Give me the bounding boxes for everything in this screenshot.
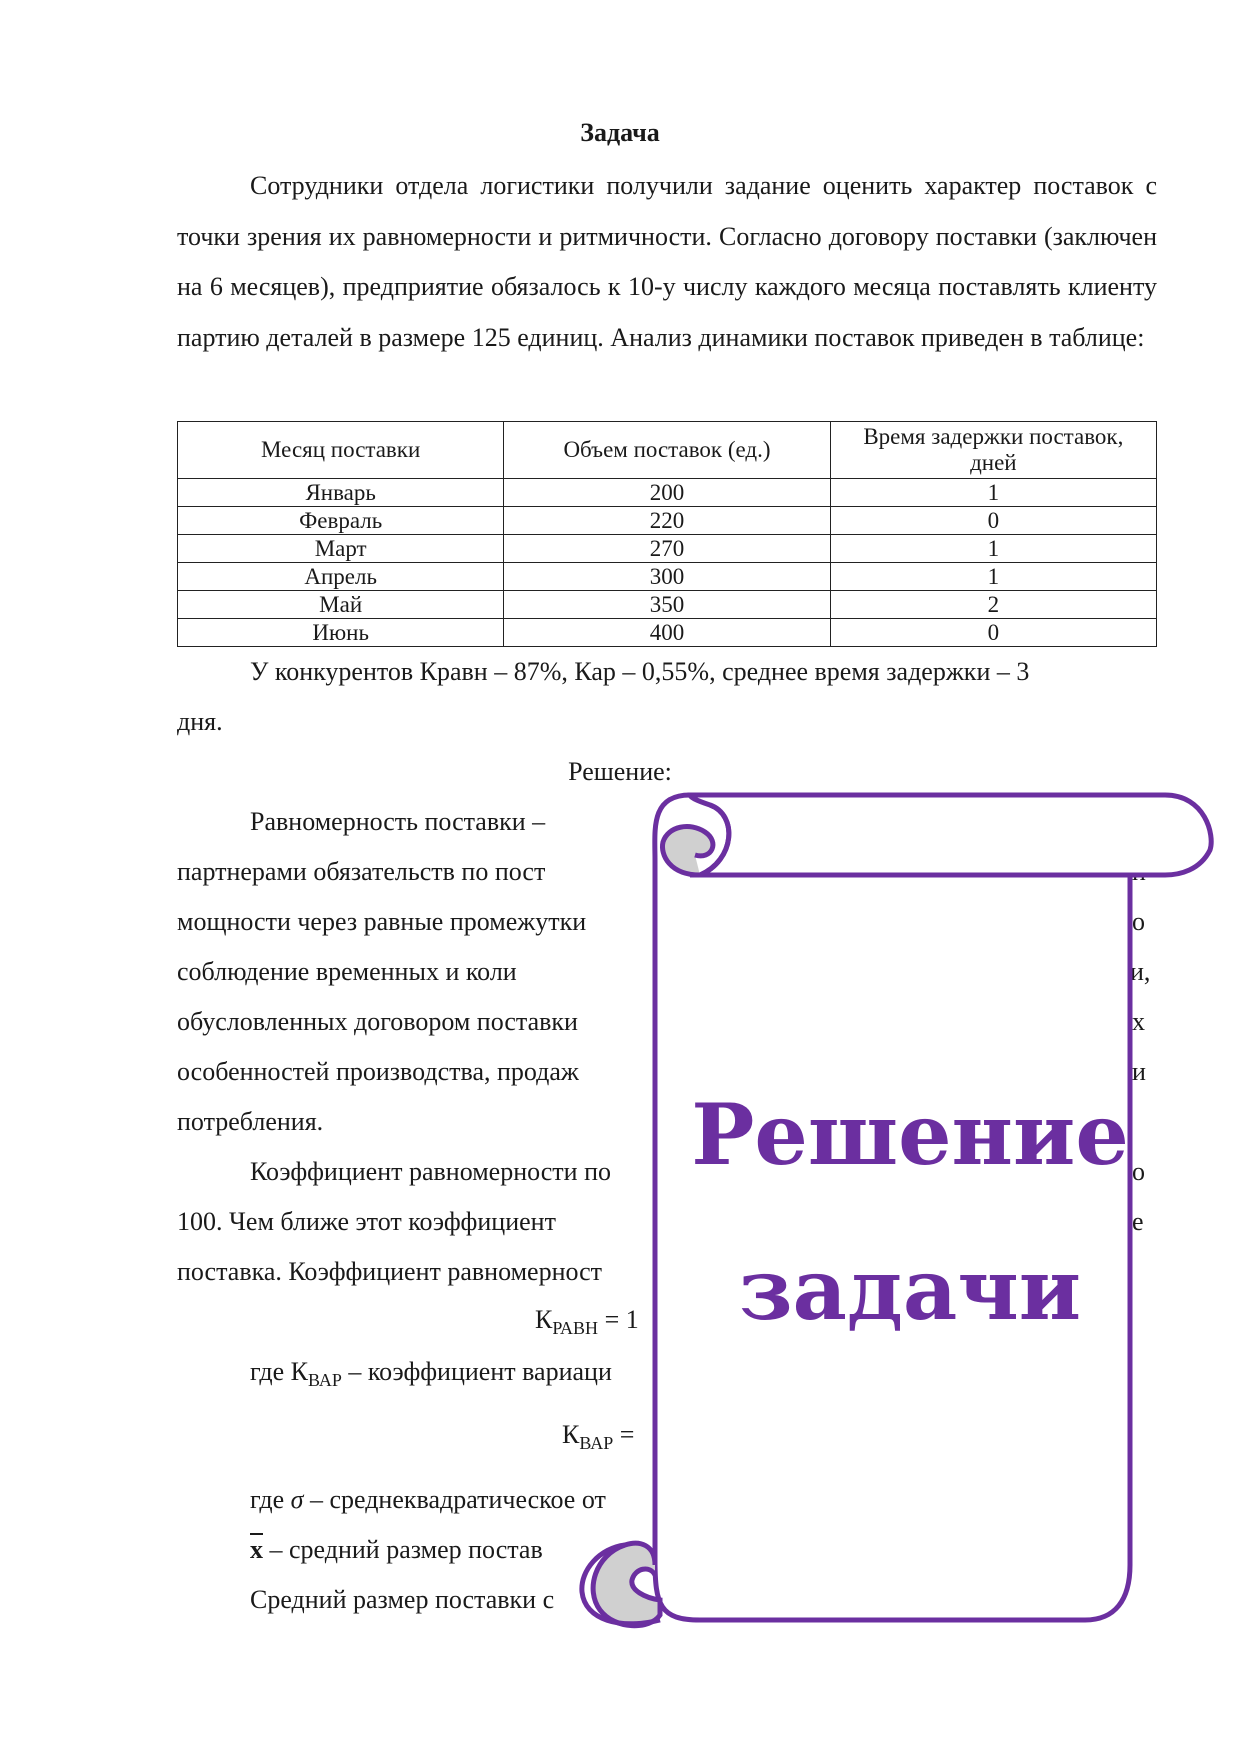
right-fragment: е (1132, 1207, 1144, 1236)
intro-paragraph: Сотрудники отдела логистики получили задание оценить характер поставок с точки зрения их равномерности и ритмичности. Согласно договору поставки (заключен на 6 месяцев), предприятие обязалось к 10-у числу каждого месяца поставлять клиенту партию деталей в размере 125 единиц. Анализ динамики поставок приведен в таблице: (177, 171, 1157, 352)
xbar-text: – средний размер постав (263, 1535, 543, 1564)
table-cell: 270 (504, 535, 830, 563)
solution-line-2: партнерами обязательств по пост (177, 857, 546, 886)
formula-symbol: К (562, 1420, 580, 1449)
competitors-line-1: У конкурентов Кравн – 87%, Кар – 0,55%, среднее время задержки – 3 (250, 657, 1030, 686)
table-cell: 300 (504, 563, 830, 591)
table-cell: 220 (504, 507, 830, 535)
solution-line-6: особенностей производства, продаж (177, 1057, 579, 1086)
solution-line-4: соблюдение временных и коли (177, 957, 517, 986)
table-cell: 0 (830, 619, 1156, 647)
scroll-top-curl (662, 827, 712, 875)
table-cell: Май (178, 591, 504, 619)
col-header-month: Месяц поставки (178, 422, 504, 479)
scroll-top-roll (690, 795, 1211, 875)
right-fragment: и (1132, 1057, 1146, 1086)
overlay-title-line2: задачи (738, 1240, 1082, 1339)
col-header-volume: Объем поставок (ед.) (504, 422, 830, 479)
solution-heading: Решение: (568, 757, 672, 786)
table-cell: Февраль (178, 507, 504, 535)
page-title: Задача (580, 118, 660, 147)
solution-line-10: поставка. Коэффициент равномерност (177, 1257, 603, 1286)
right-fragment: о (1132, 1157, 1145, 1186)
overlay-title-line1: Решение (691, 1085, 1129, 1184)
where-text: – среднеквадратическое от (303, 1485, 606, 1514)
table-cell: Апрель (178, 563, 504, 591)
table-cell: 1 (830, 563, 1156, 591)
formula-symbol: К (535, 1305, 553, 1334)
solution-line-3: мощности через равные промежутки (177, 907, 587, 936)
table-cell: 1 (830, 535, 1156, 563)
solution-line-5: обусловленных договором поставки (177, 1007, 578, 1036)
table-cell: 200 (504, 479, 830, 507)
right-fragment: х (1132, 1007, 1145, 1036)
solution-line-8: Коэффициент равномерности по (250, 1157, 611, 1186)
where-subscript: ВАР (307, 1370, 342, 1391)
formula-rest: = 1 (598, 1305, 639, 1334)
sigma-symbol: σ (290, 1485, 304, 1514)
table-cell: 350 (504, 591, 830, 619)
formula-subscript: ВАР (579, 1433, 614, 1454)
solution-line-9: 100. Чем ближе этот коэффициент (177, 1207, 556, 1236)
col-header-delay: Время задержки поставок, дней (830, 422, 1156, 479)
table-cell: 400 (504, 619, 830, 647)
solution-line-7: потребления. (177, 1107, 324, 1136)
where-text: – коэффициент вариаци (341, 1357, 612, 1386)
table-cell: Июнь (178, 619, 504, 647)
right-fragment: и, (1130, 957, 1151, 986)
scroll-body (655, 795, 1130, 1620)
where-prefix: где К (250, 1357, 308, 1386)
formula-subscript: РАВН (552, 1318, 599, 1339)
solution-line-1: Равномерность поставки – (250, 807, 546, 836)
last-line: Средний размер поставки с (250, 1585, 555, 1614)
xbar-symbol: $\overline{x}$ (250, 1535, 263, 1564)
table-cell: 1 (830, 479, 1156, 507)
table-cell: 2 (830, 591, 1156, 619)
formula-rest: = (613, 1420, 635, 1449)
right-fragment: о (1132, 907, 1145, 936)
table-cell: Март (178, 535, 504, 563)
where-prefix: где (250, 1485, 291, 1514)
table-cell: 0 (830, 507, 1156, 535)
competitors-line-2: дня. (177, 707, 223, 736)
table-cell: Январь (178, 479, 504, 507)
